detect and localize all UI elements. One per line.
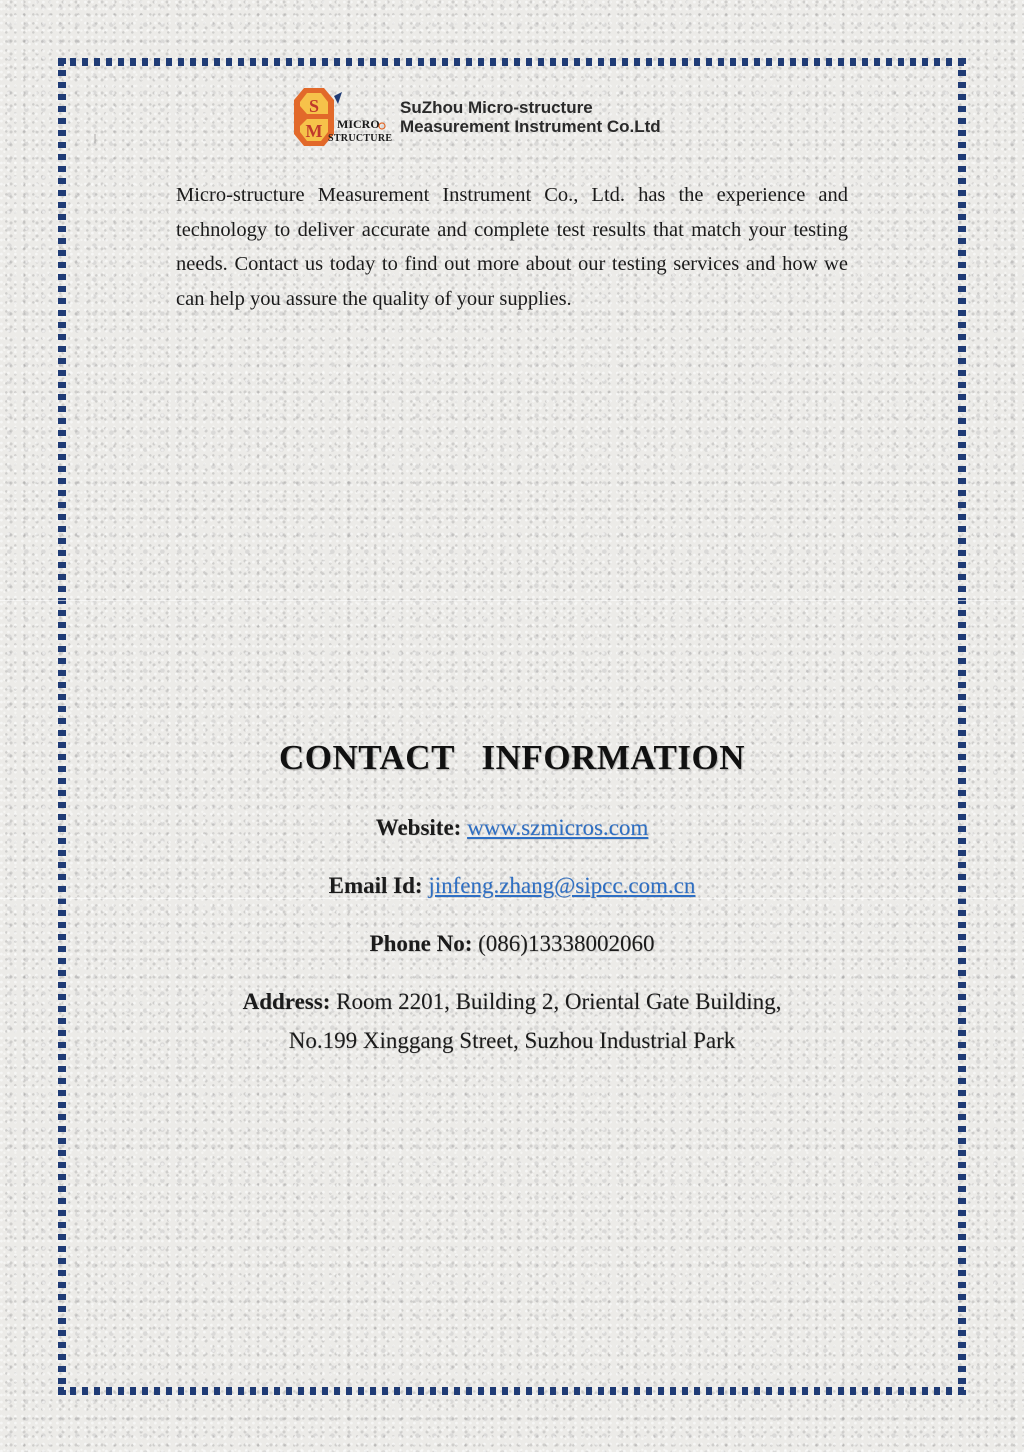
intro-paragraph: Micro-structure Measurement Instrument Co., Ltd. has the experience and technology to deliver accurate and complete test results that match your testing needs. Contact us today to find out more about our testing services and how we can help you assure the quality of your supplies. [176,184,848,310]
phone-label: Phone No: [369,931,479,956]
contact-heading: CONTACT INFORMATION [279,738,745,777]
website-line [0,815,1024,841]
page-border-right [958,58,966,1395]
website-label: Website: [375,815,468,840]
company-name-line1: SuZhou Micro-structure [400,97,593,117]
logo-word-micro: MICRO [337,117,380,131]
phone-line [0,931,1024,957]
logo-letter-m: M [305,121,323,141]
address-text-1: Room 2201, Building 2, Oriental Gate Building, [336,989,782,1014]
company-name-line2: Measurement Instrument Co.Ltd [400,117,661,136]
email-link[interactable]: jinfeng.zhang@sipcc.com.cn [428,873,696,898]
logo-letter-s: S [308,96,320,116]
page-border-left [58,58,66,1395]
page-seam [0,600,1024,601]
email-line [0,873,1024,899]
company-logo [290,86,710,148]
page-border-top [58,58,966,66]
address-line-1 [0,989,1024,1015]
address-label: Address: [242,989,337,1014]
website-link[interactable]: www.szmicros.com [467,815,649,840]
phone-number: (086)13338002060 [478,931,655,956]
company-name [400,98,661,136]
address-line-2 [0,1028,1024,1054]
logo-word-structure: STRUCTURE [328,133,392,144]
stray-mark: | [94,133,97,144]
email-label: Email Id: [328,873,429,898]
logo-mark-icon [290,86,394,148]
address-text-2: No.199 Xinggang Street, Suzhou Industrial Park [288,1028,736,1053]
page-border-bottom [58,1387,966,1395]
